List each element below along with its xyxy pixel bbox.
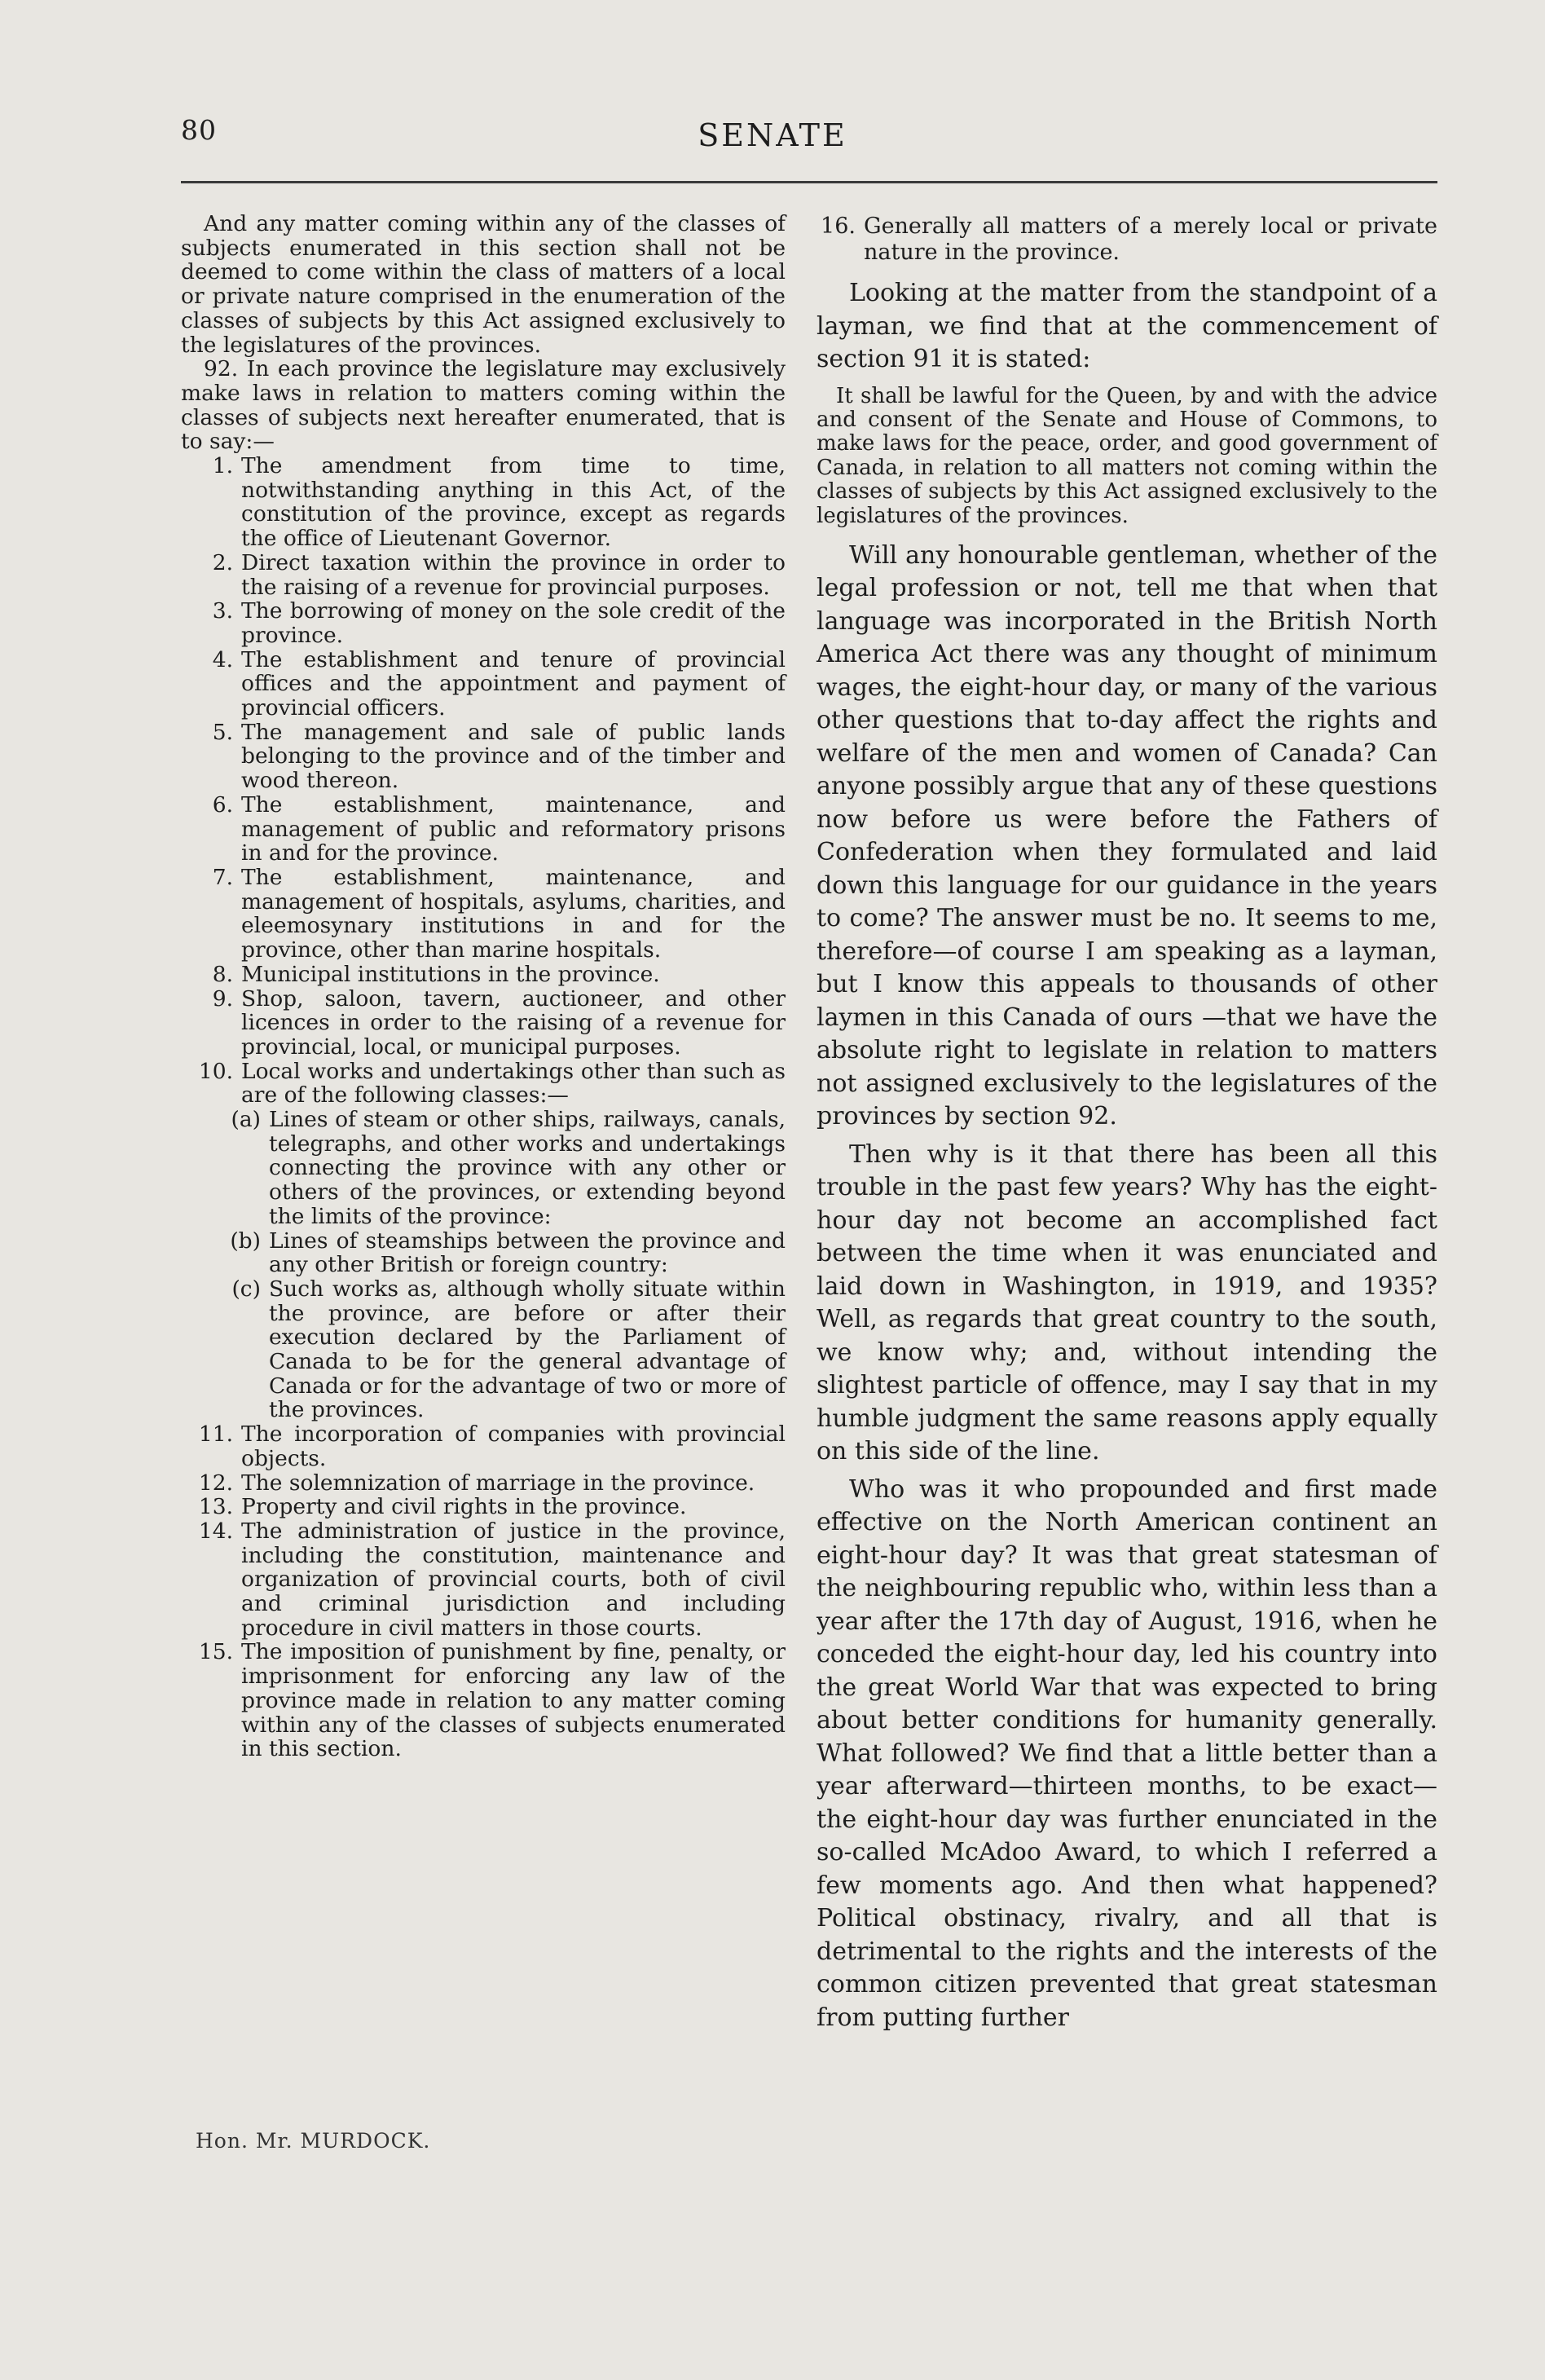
item-number: 15. — [198, 1639, 233, 1665]
item-number: 2. — [212, 549, 233, 575]
item-number: 9. — [212, 985, 233, 1012]
sub-list-item — [181, 1229, 786, 1277]
list-item — [181, 793, 786, 866]
item-number: 5. — [212, 719, 233, 745]
page-number: 80 — [181, 114, 217, 146]
list-item — [181, 963, 786, 987]
body-paragraph: Then why is it that there has been all this trouble in the past few years? Why has the eight-hour day not become an accomplished fact between the time when it was enunciated and laid down in Washington, in 1919, and 1935? Well, as regards that great country to the south, we know why; and, without intending the slightest particle of offence, may I say that in my humble judgment the same reasons apply equally on this side of the line. — [817, 1139, 1437, 1466]
speaker-footer: Hon. Mr. MURDOCK. — [196, 2129, 431, 2153]
list-item — [181, 454, 786, 551]
item-number: 6. — [212, 791, 233, 818]
running-head: SENATE — [698, 117, 847, 153]
section-92-paragraph: 92. In each province the legislature may exclusively make laws in relation to matters coming within the classes of subjects next hereafter enumerated, that is to say:— — [181, 356, 786, 455]
list-item — [181, 1060, 786, 1108]
item-number: 16. — [821, 214, 856, 239]
item-number: 13. — [198, 1494, 233, 1520]
intro-paragraph: And any matter coming within any of the classes of subjects enumerated in this section shall not be deemed to come within the class of matters of a local or private nature comprised in the enumeration of the classes of subjects by this Act assigned exclusively to the legislatures of the provinces. — [181, 211, 786, 358]
item-number: 8. — [212, 961, 233, 987]
item-text: The incorporation of companies with provincial objects. — [241, 1421, 786, 1471]
list-item — [181, 721, 786, 793]
list-item — [181, 1519, 786, 1641]
item-number: 10. — [198, 1058, 233, 1084]
item-number: 7. — [212, 864, 233, 890]
list-item — [181, 648, 786, 721]
item-number: 4. — [212, 646, 233, 672]
item-text: Direct taxation within the province in order to the raising of a revenue for provincial purposes. — [241, 549, 786, 600]
header-rule — [181, 181, 1437, 183]
item-text: Local works and undertakings other than such as are of the following classes:— — [241, 1058, 786, 1108]
item-text: The borrowing of money on the sole credit of the province. — [241, 598, 786, 648]
item-text: The establishment, maintenance, and management of hospitals, asylums, charities, and eleemosynary institutions in and for the province, other than marine hospitals. — [241, 864, 786, 963]
subitem-text: Lines of steamships between the province and any other British or foreign country: — [269, 1227, 786, 1278]
subitem-text: Such works as, although wholly situate within the province, are before or after their execution declared by the Parliament of Canada to be for the general advantage of Canada or for the advantage of two or more of the provinces. — [269, 1276, 786, 1423]
body-paragraph: Looking at the matter from the standpoint of a layman, we find that at the commencement of section 91 it is stated: — [817, 279, 1437, 373]
item-text: The establishment and tenure of provincial offices and the appointment and payment of provincial officers. — [241, 646, 786, 721]
list-item — [181, 551, 786, 599]
left-column — [181, 212, 786, 1761]
subitem-letter: (c) — [231, 1276, 261, 1302]
item-text: Property and civil rights in the province. — [241, 1494, 687, 1520]
subitem-letter: (b) — [230, 1227, 261, 1254]
subitem-letter: (a) — [231, 1107, 261, 1133]
block-quote: It shall be lawful for the Queen, by and with the advice and consent of the Senate and House of Commons, to make laws for the peace, order, and good government of Canada, in relation to all matters not coming within the classes of subjects by this Act assigned exclusively to the legislatures of the provinces. — [817, 383, 1437, 528]
item-text: Municipal institutions in the province. — [241, 961, 660, 987]
item-number: 3. — [212, 598, 233, 624]
subitem-text: Lines of steam or other ships, railways, canals, telegraphs, and other works and undertakings connecting the province with any other or others of the provinces, or extending beyond the limits of the province: — [269, 1107, 786, 1229]
list-item — [181, 866, 786, 963]
right-column — [817, 214, 1437, 2039]
item-text: The imposition of punishment by fine, penalty, or imprisonment for enforcing any law of the province made in relation to any matter coming within any of the classes of subjects enumerated in this section. — [241, 1639, 786, 1762]
body-paragraph: Will any honourable gentleman, whether of the legal profession or not, tell me that when that language was incorporated in the British North America Act there was any thought of minimum wages, the eight-hour day, or many of the various other questions that to-day affect the rights and welfare of the men and women of Canada? Can anyone possibly argue that any of these questions now before us were before the Fathers of Confederation when they formulated and laid down this language for our guidance in the years to come? The answer must be no. It seems to me, therefore—of course I am speaking as a layman, but I know this appeals to thousands of other laymen in this Canada of ours —that we have the absolute right to legislate in relation to matters not assigned exclusively to the legislatures of the provinces by section 92. — [817, 540, 1437, 1131]
item-number: 11. — [198, 1421, 233, 1448]
list-item — [181, 1495, 786, 1519]
list-item — [181, 1640, 786, 1761]
body-paragraph: Who was it who propounded and first made effective on the North American continent an eight-hour day? It was that great statesman of the neighbouring republic who, within less than a year after the 17th day of August, 1916, when he conceded the eight-hour day, led his country into the great World War that was expected to bring about better conditions for humanity generally. What followed? We find that a little better than a year afterward—thirteen months, to be exact—the eight-hour day was further enunciated in the so-called McAdoo Award, to which I referred a few moments ago. And then what happened? Political obstinacy, rivalry, and all that is detrimental to the rights and the interests of the common citizen prevented that great statesman from putting further — [817, 1474, 1437, 2032]
sub-list-item — [181, 1108, 786, 1229]
list-item — [817, 214, 1437, 266]
item-number: 14. — [198, 1518, 233, 1544]
list-item — [181, 599, 786, 647]
item-text: The establishment, maintenance, and management of public and reformatory prisons in and for the province. — [241, 791, 786, 866]
list-item — [181, 1471, 786, 1496]
item-number: 1. — [212, 453, 233, 479]
sub-list-item — [181, 1277, 786, 1422]
item-text: The management and sale of public lands belonging to the province and of the timber and wood thereon. — [241, 719, 786, 794]
item-text: The administration of justice in the province, including the constitution, maintenance and organization of provincial courts, both of civil and criminal jurisdiction and including procedure in civil matters in those courts. — [241, 1518, 786, 1641]
item-text: Shop, saloon, tavern, auctioneer, and other licences in order to the raising of a revenue for provincial, local, or municipal purposes. — [241, 985, 786, 1060]
item-text: The solemnization of marriage in the province. — [241, 1470, 755, 1496]
item-number: 12. — [198, 1470, 233, 1496]
list-item — [181, 1422, 786, 1470]
item-text: Generally all matters of a merely local or private nature in the province. — [864, 214, 1437, 265]
item-text: The amendment from time to time, notwithstanding anything in this Act, of the constitution of the province, except as regards the office of Lieutenant Governor. — [241, 453, 786, 552]
list-item — [181, 987, 786, 1060]
